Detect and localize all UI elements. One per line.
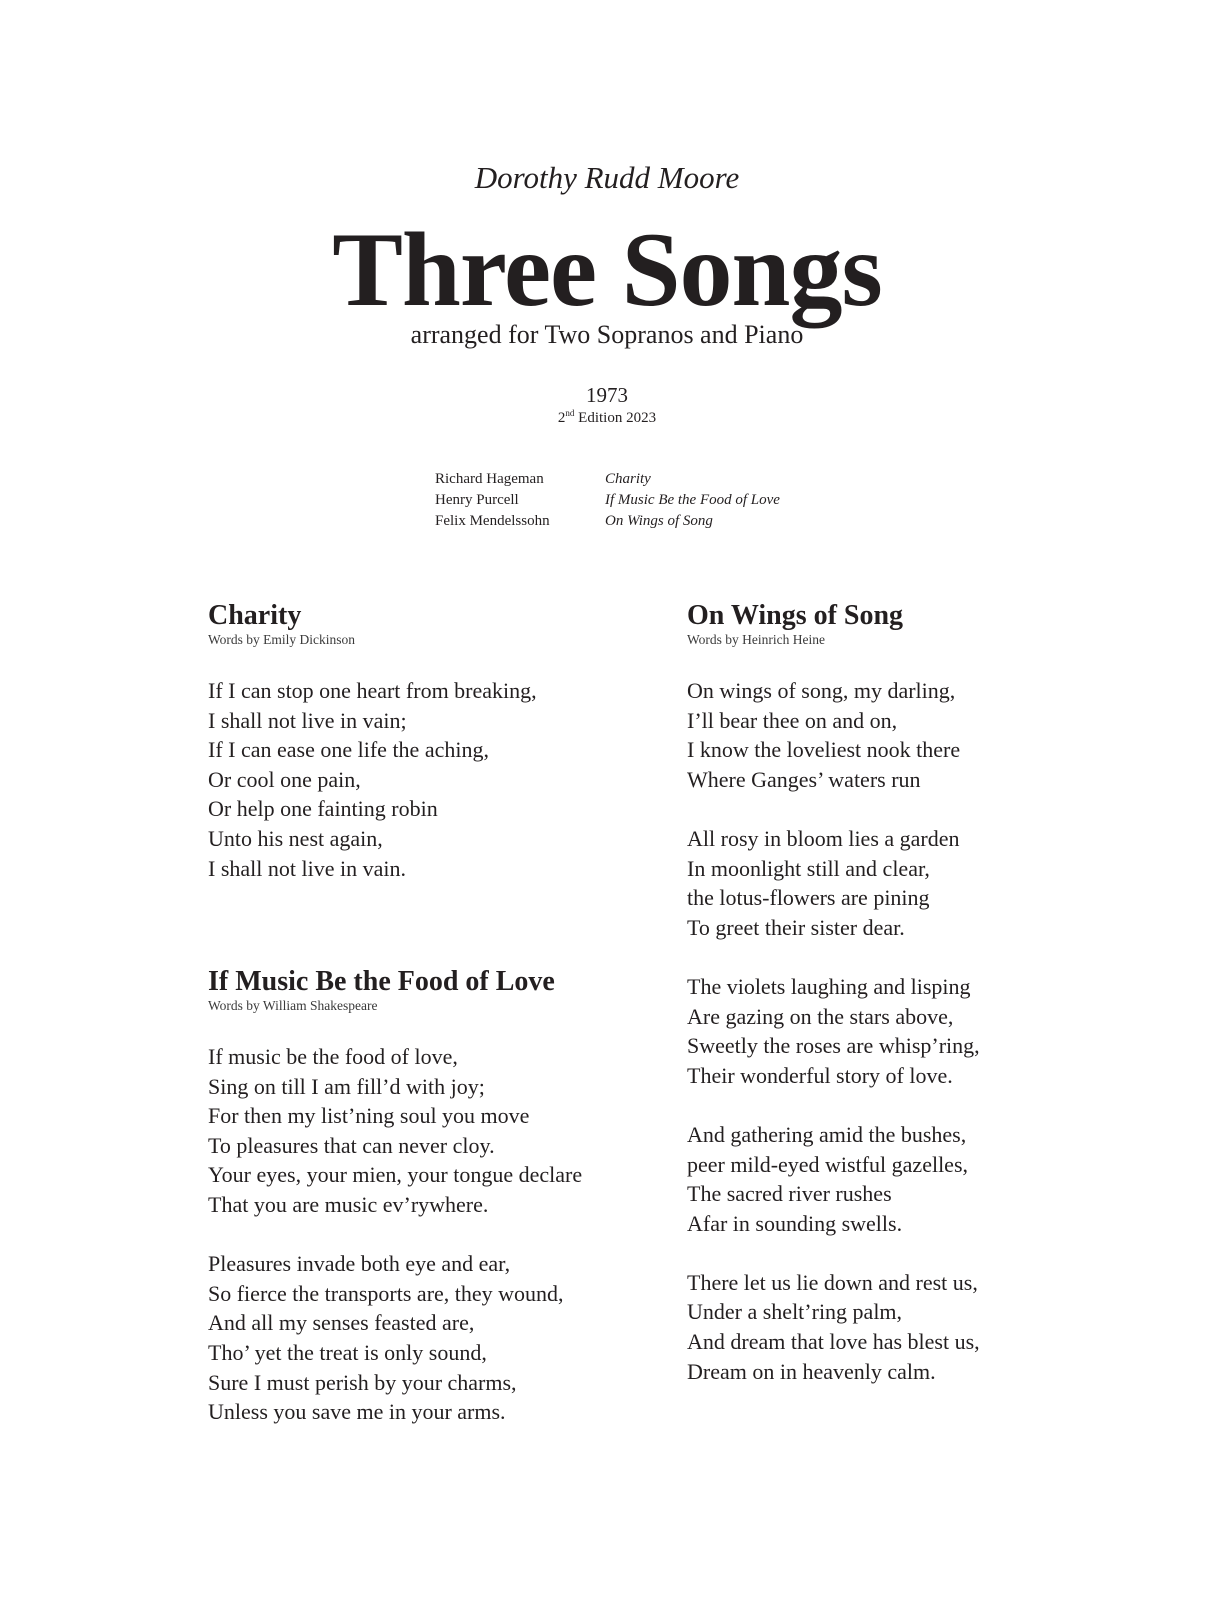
lyric-line: The violets laughing and lisping <box>687 973 971 999</box>
toc-composer: Richard Hageman <box>435 471 544 487</box>
lyric-line: Afar in sounding swells. <box>687 1210 903 1236</box>
lyric-line: On wings of song, my darling, <box>687 678 956 703</box>
song-title: On Wings of Song <box>687 600 904 631</box>
song-author: Words by Heinrich Heine <box>687 632 825 647</box>
toc-song: If Music Be the Food of Love <box>605 492 780 508</box>
stanza <box>687 676 980 794</box>
song-title: Charity <box>208 600 302 631</box>
song-charity <box>208 600 537 883</box>
lyric-line: Under a shelt’ring palm, <box>687 1299 903 1325</box>
lyric-line: the lotus-flowers are pining <box>687 885 930 911</box>
toc-song: Charity <box>605 471 651 487</box>
toc-row <box>435 490 780 511</box>
toc-song: On Wings of Song <box>605 513 713 529</box>
lyric-line: To greet their sister dear. <box>687 914 905 940</box>
edition-number: 2 <box>557 410 566 426</box>
lyrics <box>208 676 537 883</box>
year: 1973 <box>586 383 628 407</box>
lyric-line: Sing on till I am fill’d with joy; <box>208 1073 485 1099</box>
toc-composer: Henry Purcell <box>435 492 519 508</box>
lyric-line: Where Ganges’ waters run <box>687 766 921 792</box>
lyric-line: Tho’ yet the treat is only sound, <box>208 1339 487 1365</box>
edition <box>0 408 1214 428</box>
lyric-line: And dream that love has blest us, <box>687 1329 980 1355</box>
lyric-line: And gathering amid the bushes, <box>687 1121 967 1147</box>
lyric-line: If music be the food of love, <box>208 1044 458 1069</box>
lyric-line: Dream on in heavenly calm. <box>687 1358 936 1384</box>
lyric-line: I shall not live in vain. <box>208 855 406 881</box>
song-title: If Music Be the Food of Love <box>208 966 555 997</box>
lyric-line: Their wonderful story of love. <box>687 1062 953 1088</box>
lyric-line: I know the loveliest nook there <box>687 737 961 763</box>
lyric-line: I’ll bear thee on and on, <box>687 707 898 733</box>
lyrics <box>208 1042 582 1427</box>
stanza <box>687 1120 980 1238</box>
lyric-line: Your eyes, your mien, your tongue declare <box>208 1162 583 1188</box>
stanza <box>687 972 980 1090</box>
lyric-line: I shall not live in vain; <box>208 707 407 733</box>
lyric-line: If I can stop one heart from breaking, <box>208 678 537 703</box>
stanza <box>208 1249 582 1427</box>
lyric-line: In moonlight still and clear, <box>687 855 930 881</box>
edition-text: Edition 2023 <box>574 410 657 426</box>
toc-composer: Felix Mendelssohn <box>435 513 550 529</box>
lyric-line: Or help one fainting robin <box>208 796 438 822</box>
lyric-line: To pleasures that can never cloy. <box>208 1132 495 1158</box>
song-on-wings <box>687 600 980 1386</box>
lyrics <box>687 676 980 1386</box>
lyric-line: All rosy in bloom lies a garden <box>687 825 960 851</box>
composer-name: Dorothy Rudd Moore <box>474 160 740 195</box>
lyric-line: The sacred river rushes <box>687 1181 892 1207</box>
lyric-line: There let us lie down and rest us, <box>687 1269 978 1295</box>
lyric-line: Or cool one pain, <box>208 766 361 792</box>
lyric-line: Unless you save me in your arms. <box>208 1399 506 1425</box>
lyric-line: Unto his nest again, <box>208 825 383 851</box>
lyric-line: Pleasures invade both eye and ear, <box>208 1251 511 1277</box>
lyric-line: That you are music ev’rywhere. <box>208 1191 489 1217</box>
edition-ordinal-suffix: nd <box>565 408 575 418</box>
toc-row <box>435 511 780 532</box>
page-title: Three Songs <box>332 211 882 328</box>
song-author: Words by Emily Dickinson <box>208 632 356 647</box>
lyric-line: peer mild-eyed wistful gazelles, <box>687 1151 969 1177</box>
lyric-line: Sure I must perish by your charms, <box>208 1369 517 1395</box>
lyric-line: And all my senses feasted are, <box>208 1310 475 1336</box>
stanza <box>687 824 980 942</box>
lyric-line: So fierce the transports are, they wound, <box>208 1280 564 1306</box>
lyric-line: Are gazing on the stars above, <box>687 1003 954 1029</box>
song-if-music <box>208 966 582 1427</box>
lyric-line: For then my list’ning soul you move <box>208 1103 530 1129</box>
stanza <box>208 1042 582 1220</box>
toc-row <box>435 469 780 490</box>
subtitle: arranged for Two Sopranos and Piano <box>410 320 804 349</box>
stanza <box>208 676 537 883</box>
table-of-contents <box>435 469 780 532</box>
song-author: Words by William Shakespeare <box>208 998 378 1013</box>
lyric-line: If I can ease one life the aching, <box>208 737 489 763</box>
lyric-line: Sweetly the roses are whisp’ring, <box>687 1033 980 1059</box>
stanza <box>687 1268 980 1386</box>
